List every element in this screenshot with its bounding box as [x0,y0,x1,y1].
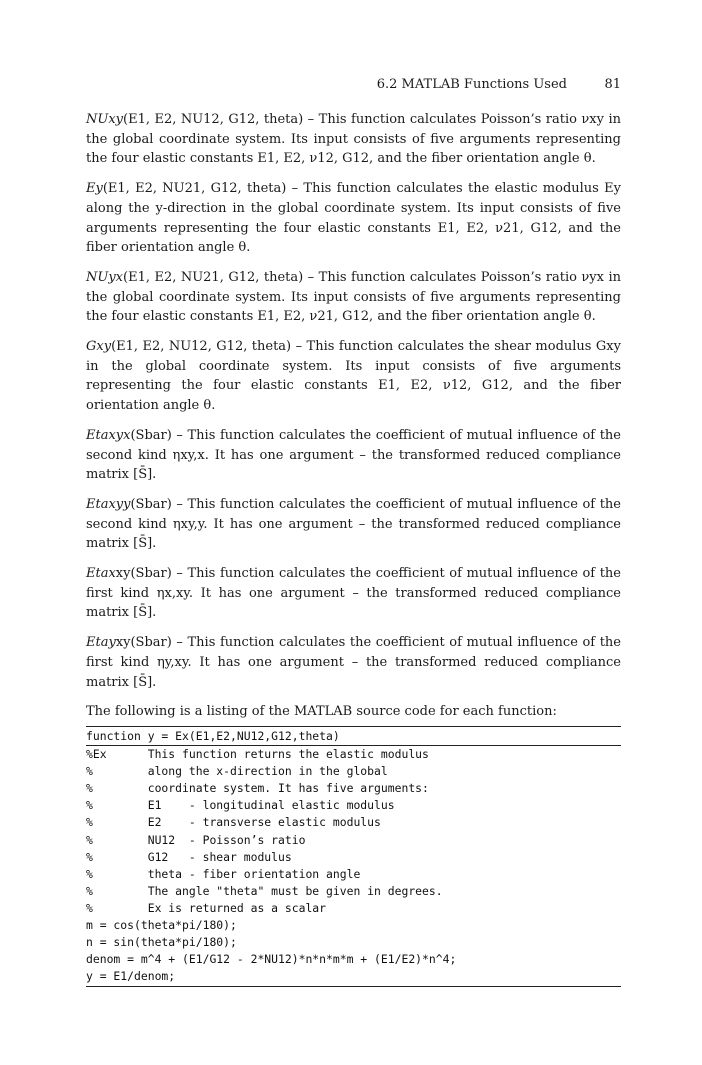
function-text: xy(Sbar) – This function calculates the coefficient of mutual influence of the first kind ηy,xy. It has one argument – the transformed reduced compliance matrix [S̄]. [86,635,621,690]
code-line: % along the x-direction in the global [86,764,388,779]
listing-intro: The following is a listing of the MATLAB source code for each function: [86,704,557,720]
function-text: (Sbar) – This function calculates the coefficient of mutual influence of the second kind ηxy,x. It has one argument – the transformed reduced compliance matrix [S̄]. [86,427,621,483]
function-text: (Sbar) – This function calculates the coefficient of mutual influence of the second kind ηxy,y. It has one argument – the transformed reduced compliance matrix [S̄]. [86,496,621,552]
code-line: %Ex This function returns the elastic modulus [86,747,429,762]
page-body [86,110,621,987]
function-description [86,426,621,485]
code-line: % E2 - transverse elastic modulus [86,815,381,830]
function-description [86,179,621,258]
function-description [86,110,621,169]
function-text: (E1, E2, NU12, G12, theta) – This function calculates the shear modulus Gxy in the global coordinate system. Its input consists of five arguments representing the four elastic constants E1, E2, ν12, G12, and the fiber orientation angle θ. [86,339,621,414]
function-name: Etay [86,635,116,651]
function-text: xy(Sbar) – This function calculates the coefficient of mutual influence of the first kind ηx,xy. It has one argument – the transformed reduced compliance matrix [S̄]. [86,566,621,621]
code-line: y = E1/denom; [86,969,176,984]
code-listing [86,726,621,987]
code-line: m = cos(theta*pi/180); [86,918,237,933]
code-line: % Ex is returned as a scalar [86,900,327,915]
function-name: Etax [86,566,116,582]
function-text: (E1, E2, NU21, G12, theta) – This function calculates Poisson’s ratio νyx in the global coordinate system. Its input consists of five arguments representing the four elastic constants E1, E2, ν21, G12, and the fiber orientation angle θ. [86,269,621,325]
function-text: (E1, E2, NU21, G12, theta) – This function calculates the elastic modulus Ey along the y-direction in the global coordinate system. Its input consists of five arguments representing the four elastic constants E1, E2, ν21, G12, and the fiber orientation angle θ. [86,181,621,256]
section-title: 6.2 MATLAB Functions Used [376,77,567,92]
function-description [86,268,621,327]
function-description [86,495,621,554]
function-text: (E1, E2, NU12, G12, theta) – This function calculates Poisson’s ratio νxy in the global coordinate system. Its input consists of five arguments representing the four elastic constants E1, E2, ν12, G12, and the fiber orientation angle θ. [86,112,621,167]
function-name: Ey [86,181,103,197]
code-line: denom = m^4 + (E1/G12 - 2*NU12)*n*n*m*m + (E1/E2)*n^4; [86,952,457,967]
function-name: NUyx [86,269,124,285]
function-name: Etaxyy [86,496,131,512]
function-description [86,564,621,623]
function-name: NUxy [86,112,124,127]
code-line: % G12 - shear modulus [86,849,292,864]
page-number: 81 [604,77,621,92]
function-description [86,633,621,692]
code-line: % NU12 - Poisson’s ratio [86,832,306,847]
code-line: % theta - fiber orientation angle [86,866,361,881]
code-line: % coordinate system. It has five arguments: [86,781,429,796]
code-line: % The angle "theta" must be given in degrees. [86,883,443,898]
code-line: n = sin(theta*pi/180); [86,935,237,950]
code-line: function y = Ex(E1,E2,NU12,G12,theta) [86,728,621,746]
running-header [86,77,621,95]
function-name: Gxy [86,339,112,355]
function-description [86,337,621,416]
code-line: % E1 - longitudinal elastic modulus [86,798,395,813]
function-name: Etaxyx [86,427,131,443]
